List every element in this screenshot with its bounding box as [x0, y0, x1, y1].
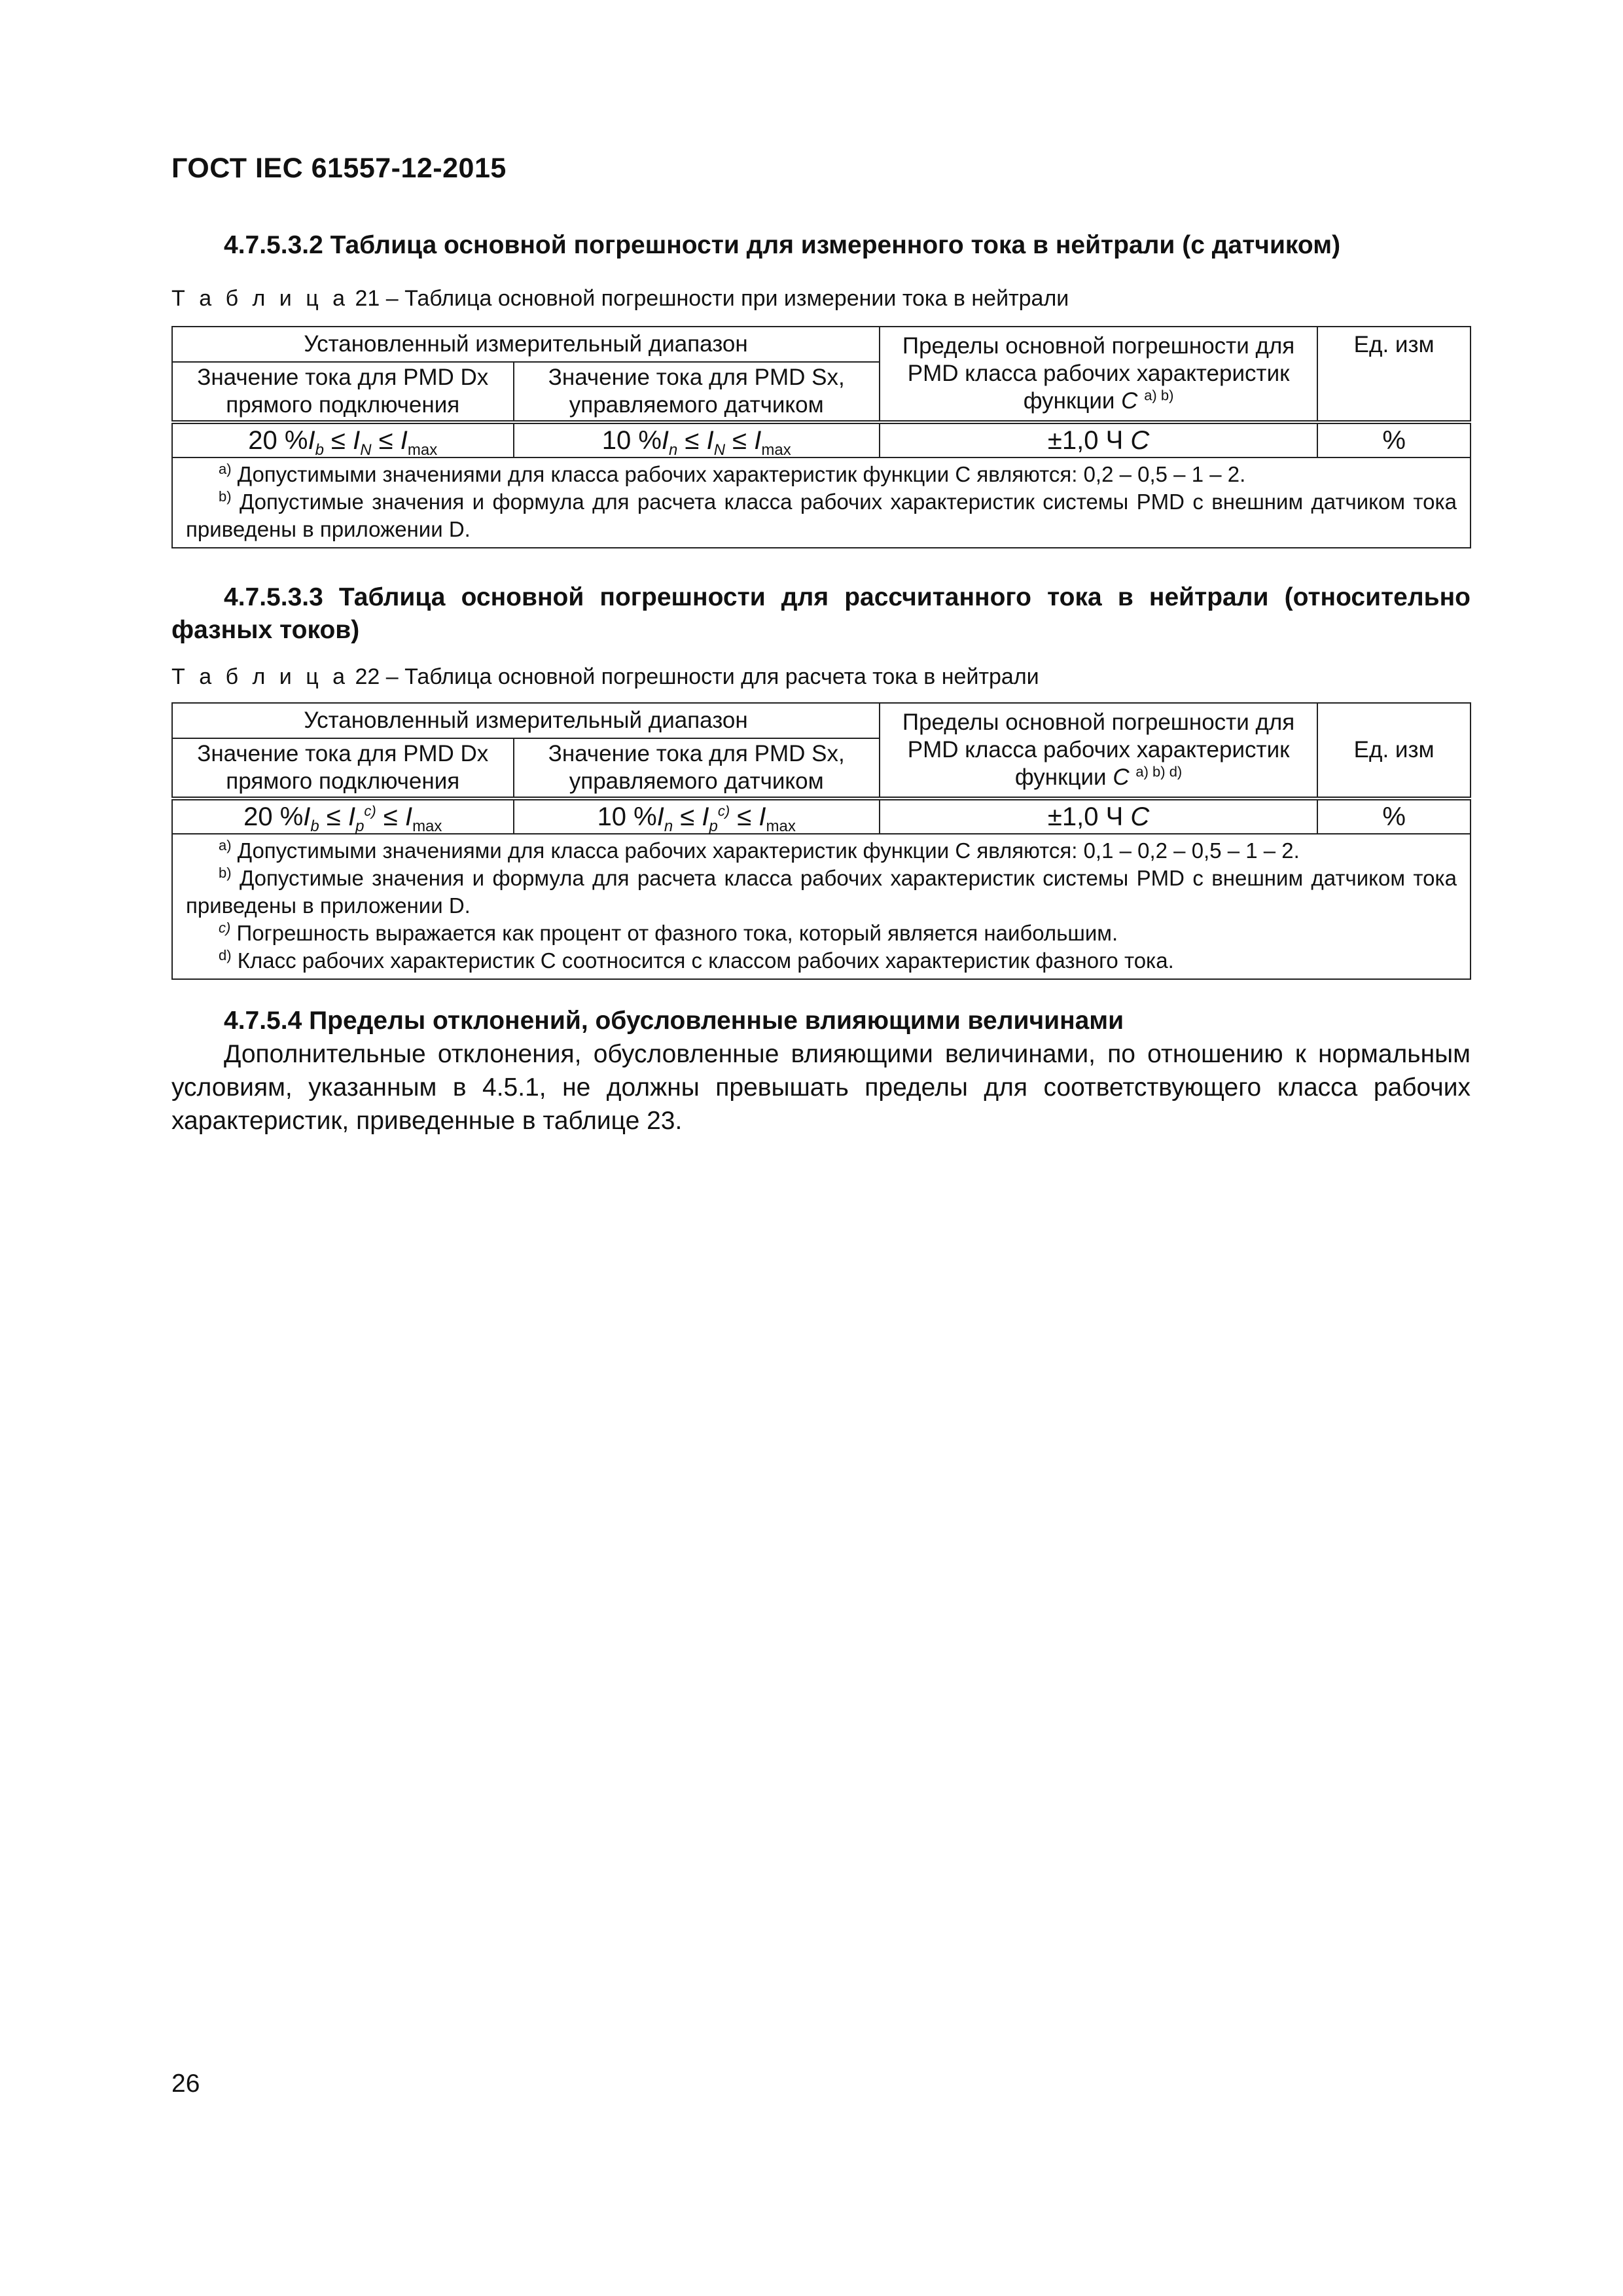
limits-header-text: Пределы основной погрешности для PMD класса рабочих характеристик функции: [902, 709, 1295, 790]
dx-range-cell: 20 $\%I_b \le I_N \le I_{max}$: [172, 422, 514, 457]
section-title: Таблица основной погрешности для рассчитанного тока в нейтрали (относительно фазных токов): [171, 583, 1471, 644]
section-heading-4-7-5-3-2: [171, 229, 1471, 262]
table-caption-prefix: Т а б л и ц а: [171, 286, 349, 311]
table-caption-prefix: Т а б л и ц а: [171, 664, 349, 689]
limit-value-cell: ±1,0 Ч C: [880, 798, 1317, 834]
table-note: $^{d)}$ Класс рабочих характеристик C соотносится с классом рабочих характеристик фазного тока.: [219, 947, 1174, 973]
sx-header-cell: Значение тока для PMD Sx, управляемого датчиком: [514, 362, 880, 422]
limits-header-c: C: [1113, 764, 1130, 790]
limits-header-cell: [880, 703, 1317, 798]
sx-range-cell: 10 $\%I_n \le I_N \le I_{max}$: [514, 422, 880, 457]
table-caption-text: 22 – Таблица основной погрешности для расчета тока в нейтрали: [349, 664, 1039, 689]
section-number: 4.7.5.3.2: [224, 231, 323, 259]
sx-header-cell: Значение тока для PMD Sx, управляемого датчиком: [514, 738, 880, 798]
table-note: $^{a)}$ Допустимыми значениями для класса рабочих характеристик функции C являются: 0,1 – 0,2 – 0,5 – 1 – 2.: [219, 837, 1300, 863]
dx-range-cell: 20 $\%I_b \le I_p^{c)} \le I_{max}$: [172, 798, 514, 834]
unit-header-cell: Ед. изм: [1317, 703, 1471, 798]
section-number: 4.7.5.3.3: [224, 583, 323, 611]
table-22: [171, 702, 1471, 980]
table-note: $^{c)}$ Погрешность выражается как процент от фазного тока, который является наибольшим.: [219, 920, 1118, 945]
paragraph-text: Дополнительные отклонения, обусловленные влияющими величинами, по отношению к нормальным условиям, указанным в 4.5.1, не должны превышать пределы для соответствующего класса рабочих характеристик, приведенные в таблице 23.: [171, 1040, 1471, 1135]
table-21-caption: [171, 284, 1069, 313]
range-header-cell: Установленный измерительный диапазон: [172, 703, 880, 738]
section-number: 4.7.5.4: [224, 1007, 302, 1035]
table-21-notes: [172, 457, 1471, 548]
page-number: 26: [171, 2070, 200, 2098]
section-title: Таблица основной погрешности для измеренного тока в нейтрали (с датчиком): [330, 231, 1341, 259]
limits-header-text: Пределы основной погрешности для PMD класса рабочих характеристик функции: [902, 333, 1295, 414]
limits-header-note-refs: a) b) d): [1135, 763, 1183, 780]
table-note: $^{b)}$ Допустимые значения и формула для расчета класса рабочих характеристик системы PMD с внешним датчиком тока приведены в приложении D.: [186, 865, 1457, 918]
unit-value-cell: %: [1317, 422, 1471, 457]
range-header-cell: Установленный измерительный диапазон: [172, 327, 880, 362]
limits-header-cell: [880, 327, 1317, 422]
section-heading-4-7-5-3-3: [171, 581, 1471, 647]
section-title: Пределы отклонений, обусловленные влияющими величинами: [309, 1007, 1124, 1035]
unit-header-cell: Ед. изм: [1317, 327, 1471, 422]
limits-header-note-refs: a) b): [1144, 387, 1174, 404]
table-row: [172, 798, 1471, 834]
table-note: $^{b)}$ Допустимые значения и формула для расчета класса рабочих характеристик системы PMD с внешним датчиком тока приведены в приложении D.: [186, 488, 1457, 541]
table-22-notes: [172, 834, 1471, 979]
document-id: ГОСТ IEC 61557-12-2015: [171, 152, 507, 184]
unit-value-cell: %: [1317, 798, 1471, 834]
table-21: [171, 326, 1471, 548]
sx-range-cell: 10 $\%I_n \le I_p^{c)} \le I_{max}$: [514, 798, 880, 834]
table-caption-text: 21 – Таблица основной погрешности при измерении тока в нейтрали: [349, 286, 1069, 311]
limit-value-cell: ±1,0 Ч C: [880, 422, 1317, 457]
table-note: $^{a)}$ Допустимыми значениями для класса рабочих характеристик функции С являются: 0,2 – 0,5 – 1 – 2.: [219, 461, 1246, 486]
limits-header-c: C: [1121, 388, 1138, 414]
dx-header-cell: Значение тока для PMD Dx прямого подключения: [172, 738, 514, 798]
table-22-caption: [171, 662, 1039, 691]
table-row: [172, 422, 1471, 457]
section-heading-4-7-5-4: [171, 1005, 1471, 1037]
body-paragraph: [171, 1037, 1471, 1138]
dx-header-cell: Значение тока для PMD Dx прямого подключения: [172, 362, 514, 422]
